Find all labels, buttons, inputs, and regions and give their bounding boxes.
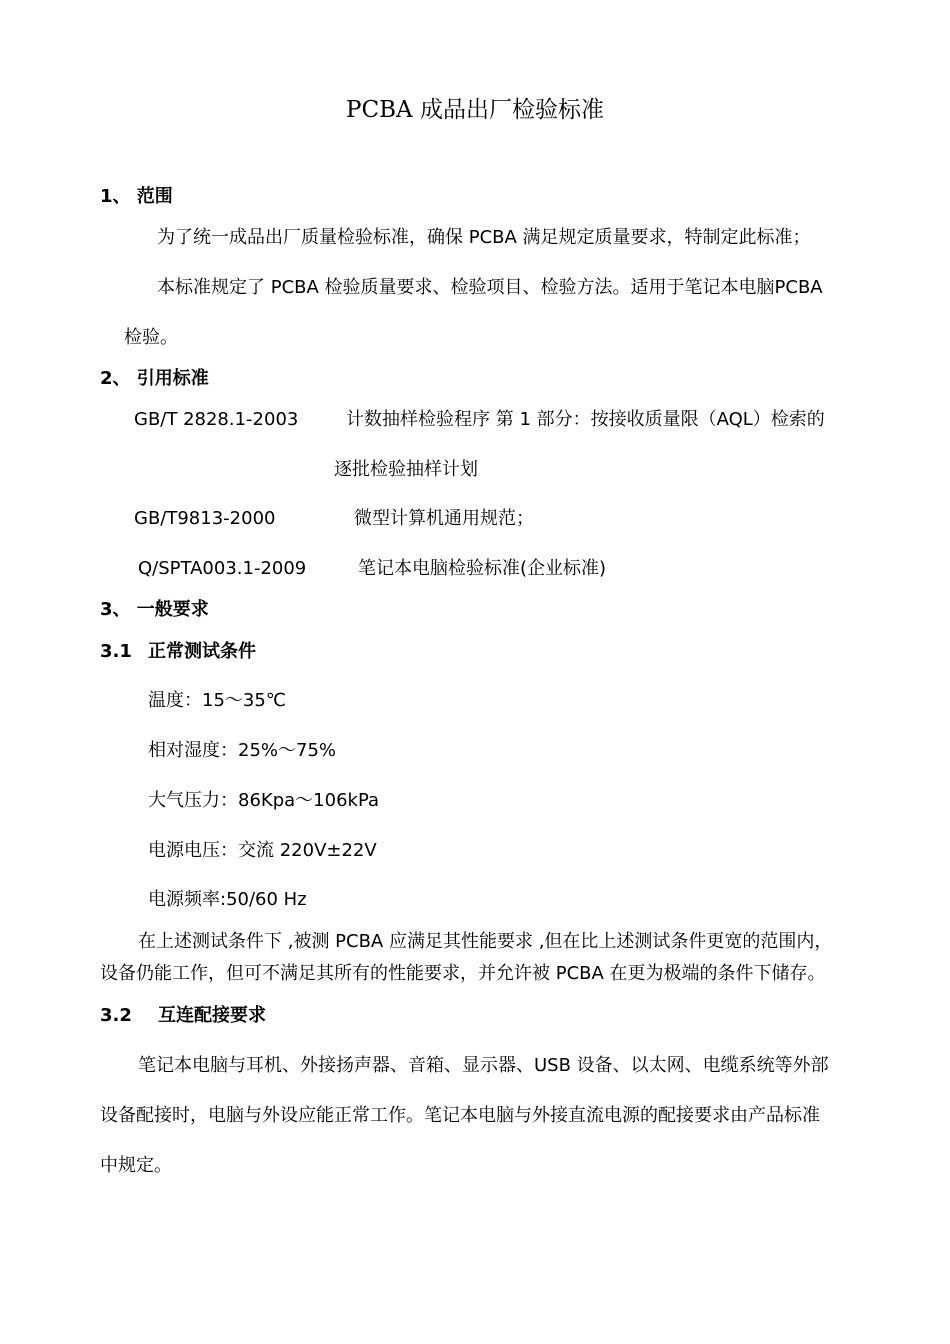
section-2-heading: 2、 引用标准 [100,368,209,389]
condition-item: 相对湿度：25%～75% [148,740,337,761]
ref-name: 计数抽样检验程序 第 1 部分：按接收质量限（AQL）检索的 [346,409,825,430]
section-1-paragraph-2: 本标准规定了 PCBA 检验质量要求、检验项目、检验方法。适用于笔记本电脑PCBA [157,277,823,298]
section-1-paragraph-1: 为了统一成品出厂质量检验标准，确保 PCBA 满足规定质量要求，特制定此标准； [157,227,811,248]
section-3-1-number: 3.1 [100,641,132,662]
ref-code: Q/SPTA003.1-2009 [138,558,307,579]
ref-name: 微型计算机通用规范； [354,508,534,529]
section-1-heading: 1、 范围 [100,186,173,207]
section-1-paragraph-2-cont: 检验。 [124,327,178,348]
ref-name: 笔记本电脑检验标准(企业标准) [358,558,607,579]
section-3-2-line: 笔记本电脑与耳机、外接扬声器、音箱、显示器、USB 设备、以太网、电缆系统等外部 [138,1055,829,1076]
ref-code: GB/T9813-2000 [134,508,276,529]
condition-item: 温度：15～35℃ [148,690,287,711]
ref-code: GB/T 2828.1-2003 [134,409,299,430]
section-3-heading: 3、 一般要求 [100,599,209,620]
ref-name-cont: 逐批检验抽样计划 [334,459,478,480]
section-3-2-heading: 互连配接要求 [158,1005,266,1026]
section-3-2-line: 设备配接时，电脑与外设应能正常工作。笔记本电脑与外接直流电源的配接要求由产品标准 [100,1105,820,1126]
condition-item: 电源电压：交流 220V±22V [148,840,377,861]
section-3-1-heading: 正常测试条件 [148,641,256,662]
page-title: PCBA 成品出厂检验标准 [346,97,604,123]
section-3-2-number: 3.2 [100,1005,132,1026]
section-3-1-paragraph: 在上述测试条件下 ,被测 PCBA 应满足其性能要求 ,但在比上述测试条件更宽的范围内， [138,931,833,952]
condition-item: 大气压力：86Kpa～106kPa [148,790,380,811]
section-3-1-paragraph-cont: 设备仍能工作，但可不满足其所有的性能要求，并允许被 PCBA 在更为极端的条件下储存。 [100,963,826,984]
condition-item: 电源频率:50/60 Hz [148,889,307,910]
section-3-2-line: 中规定。 [100,1155,172,1176]
